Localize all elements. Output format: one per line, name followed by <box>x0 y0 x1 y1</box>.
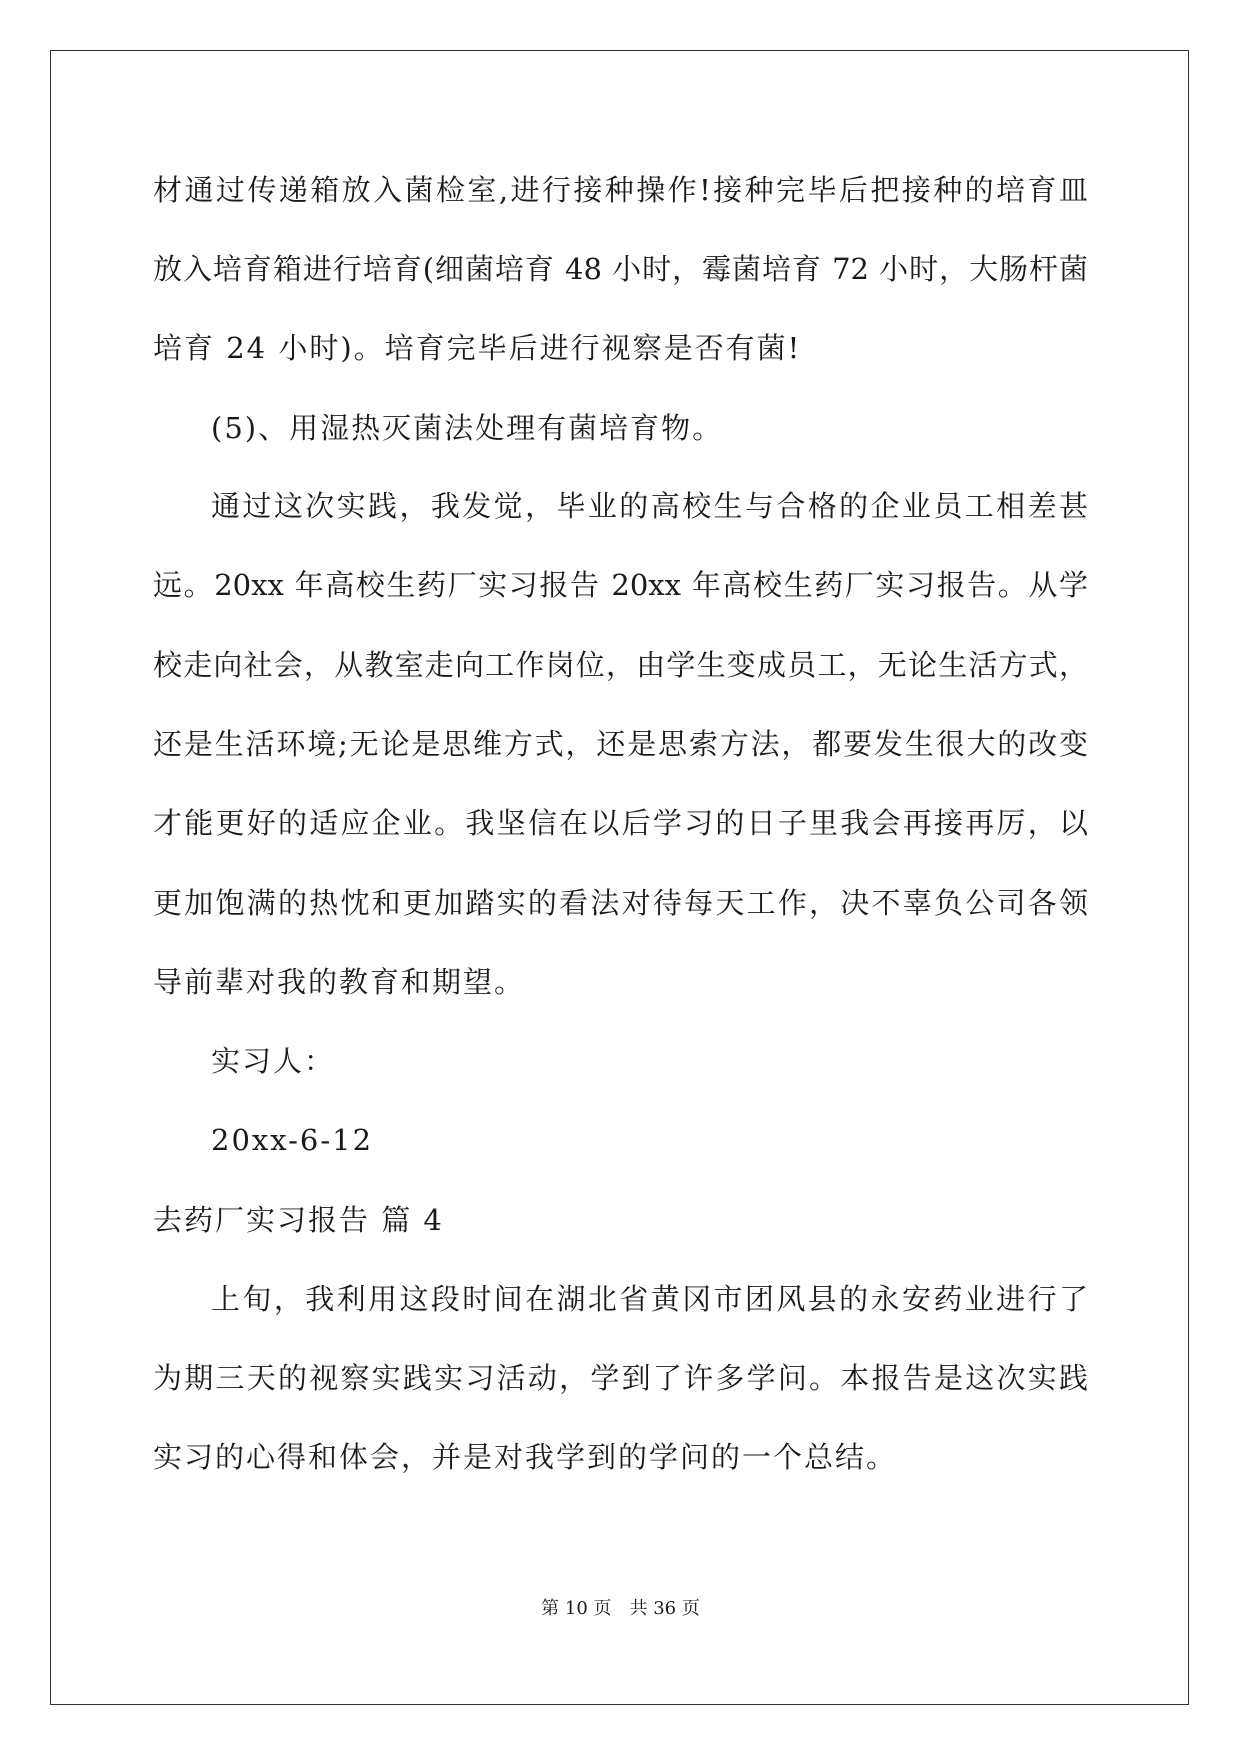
body-text-line: 导前辈对我的教育和期望。 <box>153 965 526 999</box>
body-text-line: 为期三天的视察实践实习活动，学到了许多学问。本报告是这次实践 <box>153 1361 1088 1395</box>
body-text-line: (5)、用湿热灭菌法处理有菌培育物。 <box>211 411 724 445</box>
body-text-line: 更加饱满的热忱和更加踏实的看法对待每天工作，决不辜负公司各领 <box>153 886 1088 920</box>
signature-label: 实习人： <box>211 1044 336 1078</box>
body-text-line: 材通过传递箱放入菌检室,进行接种操作!接种完毕后把接种的培育皿 <box>153 173 1088 207</box>
signature-date: 20xx-6-12 <box>211 1123 374 1157</box>
page-number-footer: 第 10 页 共 36 页 <box>541 1598 700 1619</box>
body-text-line: 校走向社会，从教室走向工作岗位，由学生变成员工，无论生活方式， <box>153 648 1088 682</box>
body-text-line: 上旬，我利用这段时间在湖北省黄冈市团风县的永安药业进行了 <box>211 1282 1088 1316</box>
body-text-line: 还是生活环境;无论是思维方式，还是思索方法，都要发生很大的改变 <box>153 727 1088 761</box>
body-text-line: 才能更好的适应企业。我坚信在以后学习的日子里我会再接再厉，以 <box>153 806 1088 840</box>
body-text-line: 通过这次实践，我发觉，毕业的高校生与合格的企业员工相差甚 <box>211 489 1088 523</box>
section-heading: 去药厂实习报告 篇 4 <box>153 1203 444 1237</box>
body-text-line: 放入培育箱进行培育(细菌培育 48 小时，霉菌培育 72 小时，大肠杆菌 <box>153 252 1088 286</box>
body-text-line: 远。20xx 年高校生药厂实习报告 20xx 年高校生药厂实习报告。从学 <box>153 568 1088 602</box>
body-text-line: 实习的心得和体会，并是对我学到的学问的一个总结。 <box>153 1440 898 1474</box>
body-text-line: 培育 24 小时)。培育完毕后进行视察是否有菌! <box>153 331 802 365</box>
